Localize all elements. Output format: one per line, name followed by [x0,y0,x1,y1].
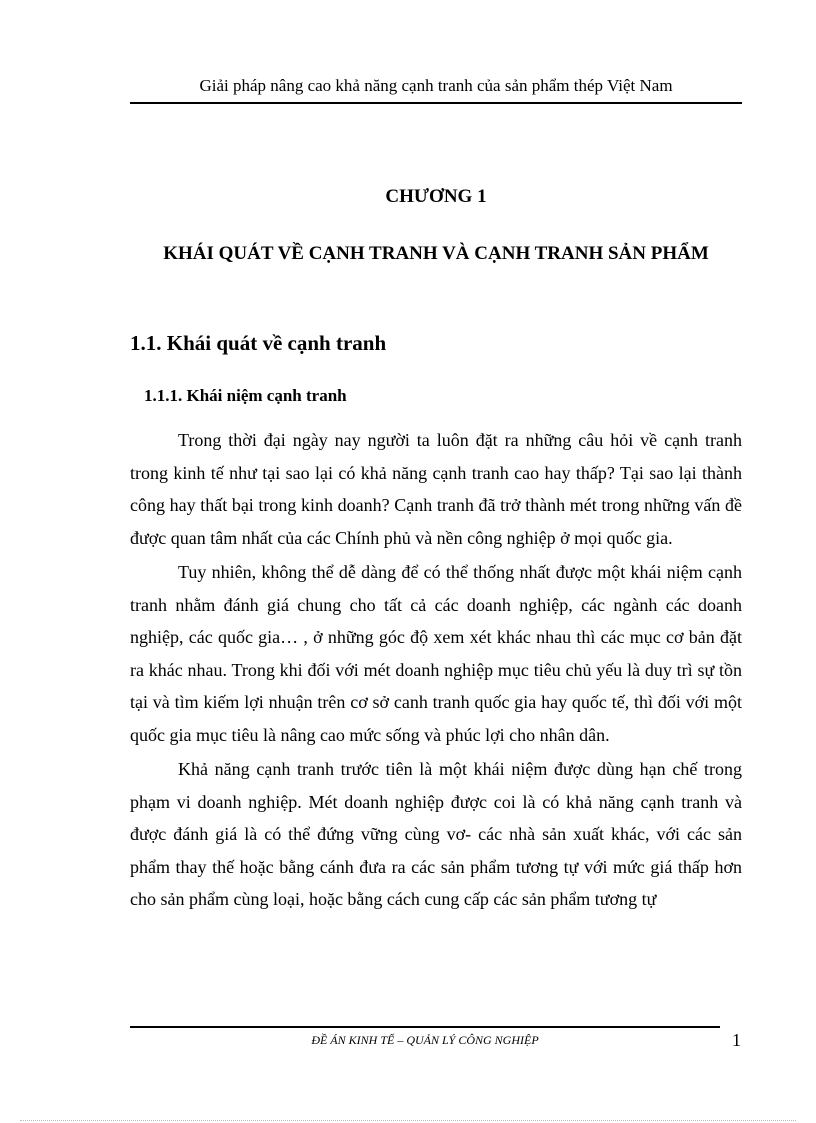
page-number: 1 [732,1030,741,1050]
footer-text: ĐỀ ÁN KINH TẾ – QUẢN LÝ CÔNG NGHIỆP [311,1033,539,1047]
section-heading: 1.1. Khái quát về cạnh tranh [130,331,387,355]
chapter-number: CHƯƠNG 1 [385,186,487,207]
page-header [130,74,742,104]
page-bottom-divider [20,1120,796,1121]
paragraph-1: Trong thời đại ngày nay người ta luôn đặt ra những câu hỏi về cạnh tranh trong kinh tế như tại sao lại có khả năng cạnh tranh cao hay thấp? Tại sao lại thành công hay thất bại trong kinh doanh? Cạnh tranh đã trở thành mét trong những vấn đề được quan tâm nhất của các Chính phủ và nền công nghiệp ở mọi quốc gia. [130,430,742,548]
chapter-title: KHÁI QUÁT VỀ CẠNH TRANH VÀ CẠNH TRANH SẢN PHẨM [163,243,709,264]
body-text [130,424,742,916]
paragraph-3: Khả năng cạnh tranh trước tiên là một khái niệm được dùng hạn chế trong phạm vi doanh nghiệp. Mét doanh nghiệp được coi là có khả năng cạnh tranh và được đánh giá là có thể đứng vững cùng vơ- các nhà sản xuất khác, với các sản phẩm thay thế hoặc bằng cánh đưa ra các sản phẩm tương tự với mức giá thấp hơn cho sản phẩm cùng loại, hoặc bằng cách cung cấp các sản phẩm tương tự [130,759,742,909]
document-running-title: Giải pháp nâng cao khả năng cạnh tranh của sản phẩm thép Việt Nam [199,76,673,95]
paragraph-2: Tuy nhiên, không thể dễ dàng để có thể thống nhất được một khái niệm cạnh tranh nhằm đánh giá chung cho tất cả các doanh nghiệp, các ngành các doanh nghiệp, các quốc gia… , ở những góc độ xem xét khác nhau thì các mục cơ bản đặt ra khác nhau. Trong khi đối với mét doanh nghiệp mục tiêu chủ yếu là duy trì sự tồn tại và tìm kiếm lợi nhuận trên cơ sở canh tranh quốc gia hay quốc tế, thì đối với một quốc gia mục tiêu là nâng cao mức sống và phúc lợi cho nhân dân. [130,562,742,745]
footer-divider [130,1026,720,1028]
subsection-heading: 1.1.1. Khái niệm cạnh tranh [144,386,347,405]
